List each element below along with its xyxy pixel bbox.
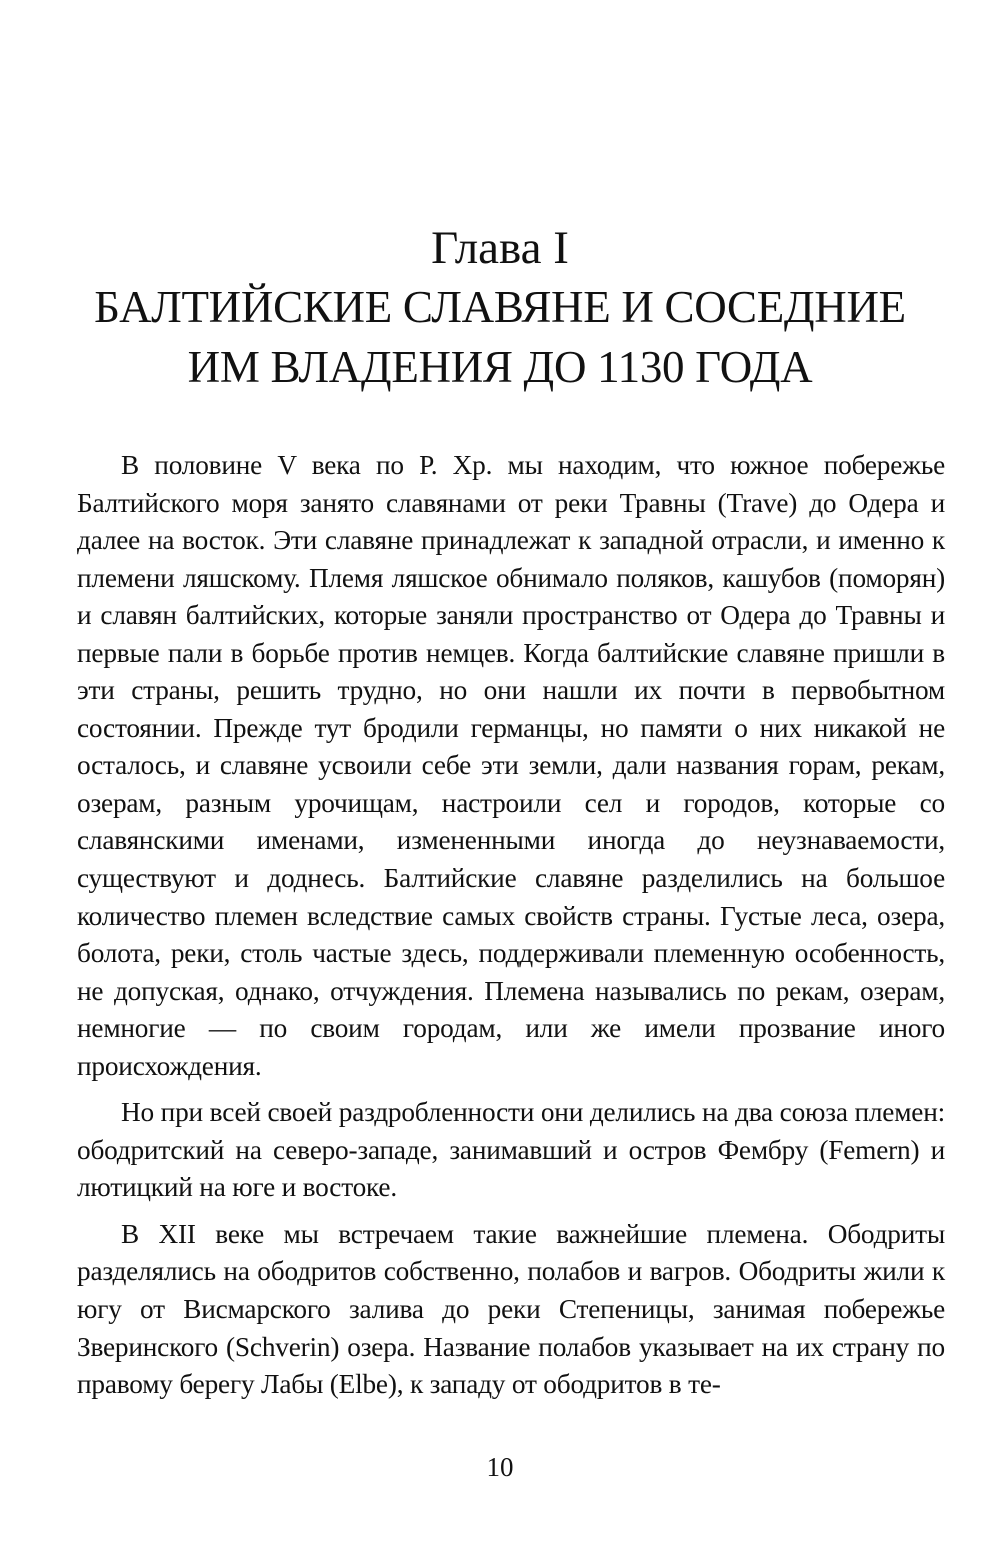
chapter-label: Глава I [431, 222, 569, 274]
paragraph-3: В XII веке мы встречаем такие важнейшие племена. Ободриты разделялись на ободритов собственно, полабов и вагров. Ободриты жили к югу от Висмарского залива до реки Степеницы, занимая побережье Зверинского (Schverin) озера. Название полабов указывает на их страну по правому берегу Лабы (Elbe), к западу от ободритов в те- [77, 1218, 945, 1400]
paragraph-2: Но при всей своей раздробленности они делились на два союза племен: ободритский на северо-западе, занимавший и остров Фембру (Femern) и лютицкий на юге и востоке. [77, 1097, 945, 1203]
paragraph-1: В половине V века по Р. Хр. мы находим, что южное побережье Балтийского моря занято славянами от реки Травны (Trave) до Одера и далее на восток. Эти славяне принадлежат к западной отрасли, и именно к племени ляшскому. Племя ляшское обнимало поляков, кашубов (поморян) и славян балтийских, которые заняли пространство от Одера до Травны и первые пали в борьбе против немцев. Когда балтийские славяне пришли в эти страны, решить трудно, но они нашли их почти в первобытном состоянии. Прежде тут бродили германцы, но памяти о них никакой не осталось, и славяне усвоили себе эти земли, дали названия горам, рекам, озерам, разным урочищам, настроили сел и городов, которые со славянскими именами, измененными иногда до неузнаваемости, существуют и доднесь. Балтийские славяне разделились на большое количество племен вследствие самых свойств страны. Густые леса, озера, болота, реки, столь частые здесь, поддерживали племенную особенность, не допуская, однако, отчуждения. Племена назывались по рекам, озерам, немногие — по своим городам, или же имели прозвание иного происхождения. [77, 450, 945, 1081]
page-number: 10 [486, 1452, 514, 1482]
body-text [77, 447, 945, 1404]
chapter-title-line-1: БАЛТИЙСКИЕ СЛАВЯНЕ И СОСЕДНИЕ [94, 282, 906, 332]
chapter-title-line-2: ИМ ВЛАДЕНИЯ ДО 1130 ГОДА [187, 342, 813, 392]
chapter-heading [40, 219, 960, 397]
